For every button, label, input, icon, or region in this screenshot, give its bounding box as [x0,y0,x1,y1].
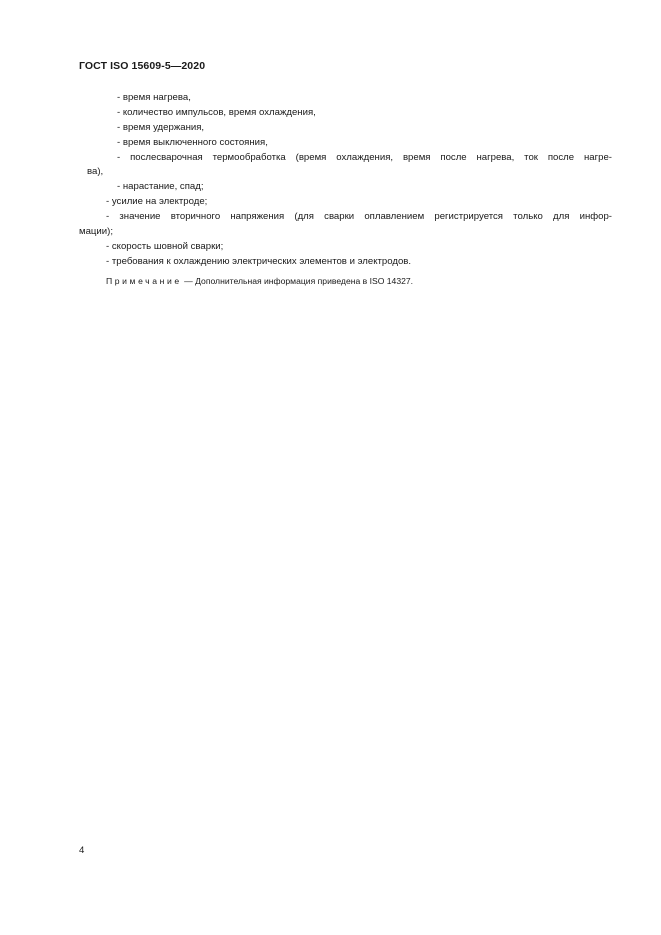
list-item: - количество импульсов, время охлаждения, [117,106,316,118]
note-text: — Дополнительная информация приведена в ISO 14327. [181,275,414,286]
list-item: - нарастание, спад; [117,181,204,193]
list-item-continuation: ва), [87,166,104,178]
parameters-list [79,91,612,289]
standard-code-header: ГОСТ ISO 15609-5—2020 [79,60,206,72]
list-item: - скорость шовной сварки; [106,240,224,252]
list-item: - время нагрева, [117,92,191,103]
list-item: - значение вторичного напряжения (для сварки оплавлением регистрируется только для инфор- [106,211,612,223]
page-number: 4 [79,845,85,856]
list-item: - усилие на электроде; [106,196,208,208]
list-item: - время выключенного состояния, [117,136,268,148]
list-item: - время удержания, [117,121,205,133]
note-label: Примечание [106,275,182,286]
list-item-continuation: мации); [79,226,114,238]
list-item: - послесварочная термообработка (время охлаждения, время после нагрева, ток после нагре- [117,151,612,163]
list-item: - требования к охлаждению электрических элементов и электродов. [106,255,412,267]
note [79,274,612,289]
